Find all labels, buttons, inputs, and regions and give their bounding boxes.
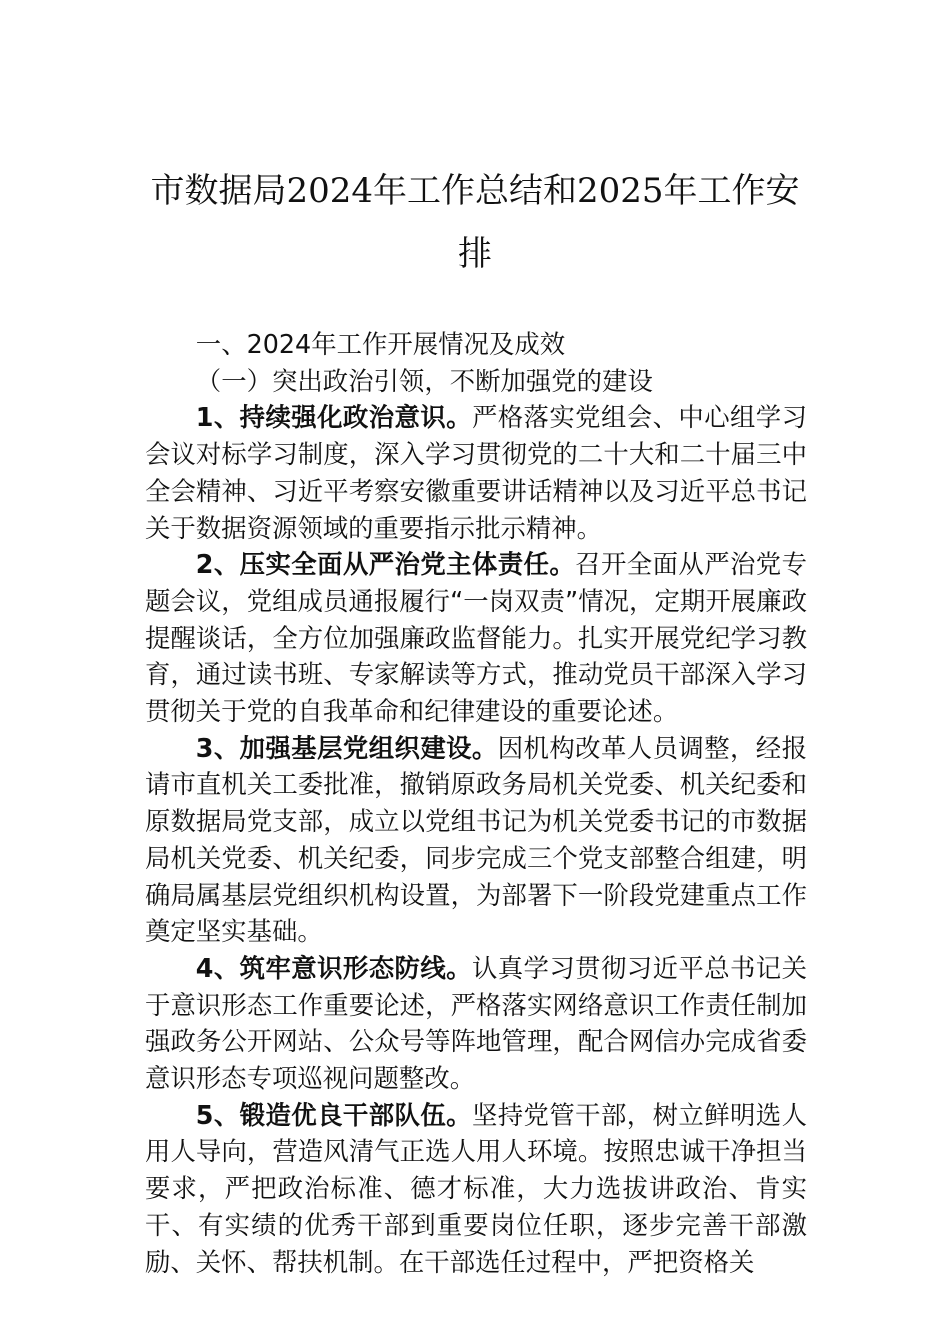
document-body — [145, 326, 807, 1280]
item-heading: 2、压实全面从严治党主体责任。 — [195, 549, 576, 580]
paragraph-item-5 — [145, 1097, 807, 1281]
item-text: 严格落实党组会、中心组学习会议对标学习制度，深入学习贯彻党的二十大和二十届三中全会精神、习近平考察安徽重要讲话精神以及习近平总书记关于数据资源领域的重要指示批示精神。 — [145, 402, 807, 543]
item-heading: 1、持续强化政治意识。 — [195, 402, 472, 433]
item-text: 认真学习贯彻习近平总书记关于意识形态工作重要论述，严格落实网络意识工作责任制加强政务公开网站、公众号等阵地管理，配合网信办完成省委意识形态专项巡视问题整改。 — [145, 952, 807, 1094]
item-heading: 3、加强基层党组织建设。 — [195, 732, 498, 763]
item-text: 坚持党管干部，树立鲜明选人用人导向，营造风清气正选人用人环境。按照忠诚干净担当要求，严把政治标准、德才标准，大力选拔讲政治、肯实干、有实绩的优秀干部到重要岗位任职，逐步完善干部激励、关怀、帮扶机制。在干部选任过程中，严把资格关 — [145, 1099, 807, 1277]
paragraph-item-3 — [145, 730, 807, 950]
document-title: 市数据局2024年工作总结和2025年工作安排 — [150, 171, 800, 274]
paragraph-item-2 — [145, 546, 807, 730]
item-text: 因机构改革人员调整，经报请市直机关工委批准，撤销原政务局机关党委、机关纪委和原数据局党支部，成立以党组书记为机关党委书记的市数据局机关党委、机关纪委，同步完成三个党支部整合组建，明确局属基层党组织机构设置，为部署下一阶段党建重点工作奠定坚实基础。 — [145, 732, 808, 947]
item-heading: 5、锻造优良干部队伍。 — [195, 1099, 472, 1130]
item-text: 召开全面从严治党专题会议，党组成员通报履行“一岗双责”情况，定期开展廉政提醒谈话，全方位加强廉政监督能力。扎实开展党纪学习教育，通过读书班、专家解读等方式，推动党员干部深入学习贯彻关于党的自我革命和纪律建设的重要论述。 — [145, 549, 808, 727]
paragraph-item-1 — [145, 399, 807, 546]
paragraph-item-4 — [145, 950, 807, 1097]
subsection-heading: （一）突出政治引领，不断加强党的建设 — [195, 365, 653, 396]
item-heading: 4、筑牢意识形态防线。 — [195, 952, 472, 983]
section-heading: 一、2024年工作开展情况及成效 — [195, 329, 566, 359]
